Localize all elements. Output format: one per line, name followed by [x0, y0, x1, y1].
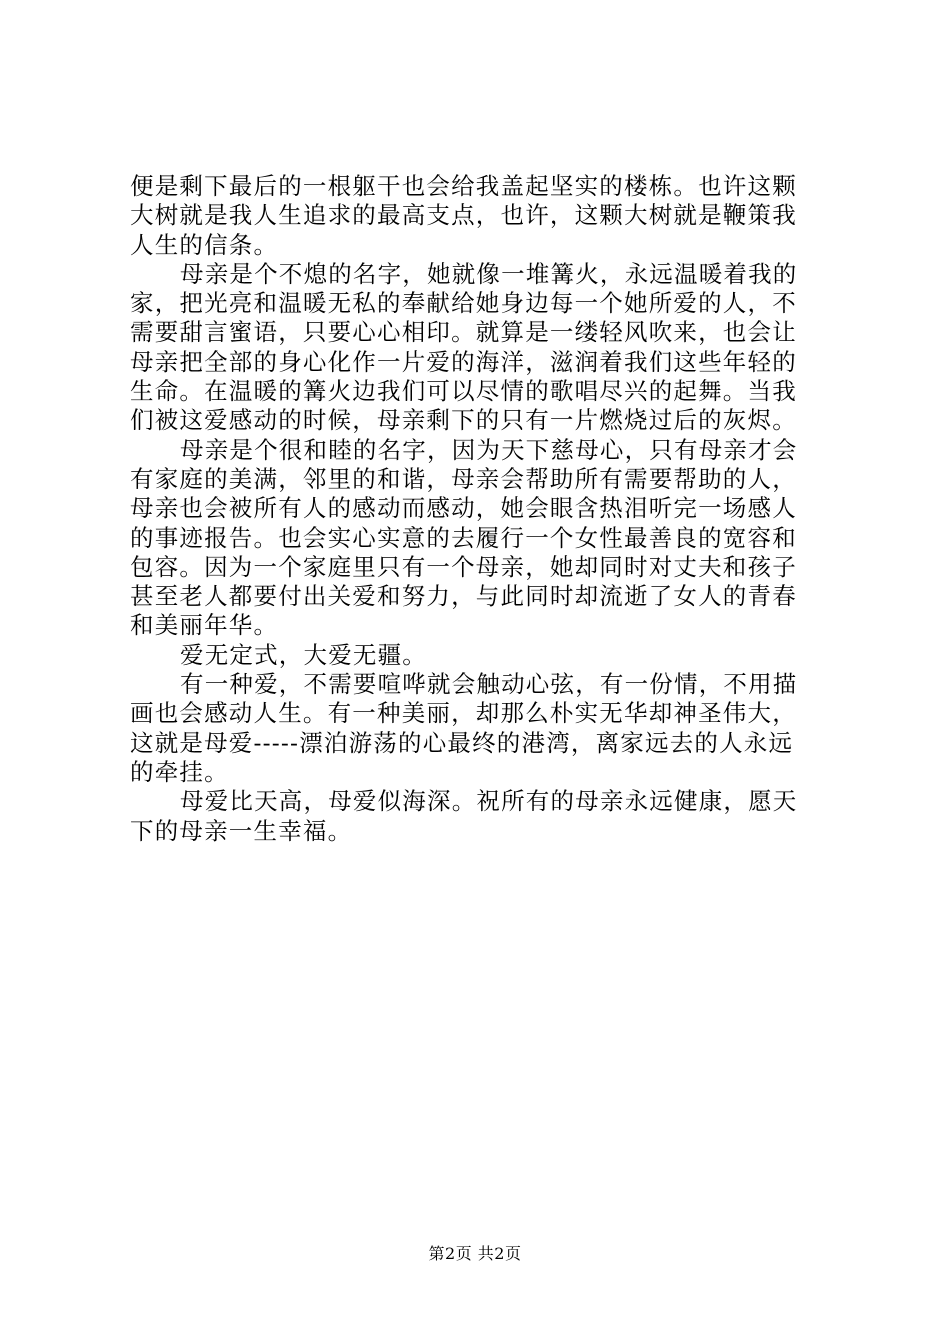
- text-line: 生命。在温暖的篝火边我们可以尽情的歌唱尽兴的起舞。当我: [130, 377, 797, 406]
- text-line: 需要甜言蜜语，只要心心相印。就算是一缕轻风吹来，也会让: [130, 318, 797, 347]
- document-body: [130, 172, 830, 846]
- paragraph-5: [130, 670, 830, 787]
- text-line: 画也会感动人生。有一种美丽，却那么朴实无华却神圣伟大，: [130, 699, 797, 728]
- text-line: 母亲把全部的身心化作一片爱的海洋，滋润着我们这些年轻的: [130, 347, 797, 376]
- text-line: 们被这爱感动的时候，母亲剩下的只有一片燃烧过后的灰烬。: [130, 406, 797, 435]
- text-line: 有家庭的美满，邻里的和谐，母亲会帮助所有需要帮助的人，: [130, 464, 797, 493]
- text-line: 家，把光亮和温暖无私的奉献给她身边每一个她所爱的人，不: [130, 289, 797, 318]
- text-line: 有一种爱，不需要喧哗就会触动心弦，有一份情，不用描: [180, 670, 798, 699]
- paragraph-2: [130, 260, 830, 436]
- text-line: 母亲是个不熄的名字，她就像一堆篝火，永远温暖着我的: [180, 259, 798, 288]
- text-line: 这就是母爱-----漂泊游荡的心最终的港湾，离家远去的人永远: [130, 728, 794, 757]
- text-line: 和美丽年华。: [130, 611, 279, 640]
- paragraph-3: [130, 436, 830, 641]
- text-line: 甚至老人都要付出关爱和努力，与此同时却流逝了女人的青春: [130, 582, 797, 611]
- text-line: 爱无定式，大爱无疆。: [180, 640, 427, 669]
- page-number-footer: 第2页 共2页: [428, 1244, 522, 1263]
- text-line: 人生的信条。: [130, 230, 279, 259]
- paragraph-4: [130, 641, 830, 670]
- text-line: 母爱比天高，母爱似海深。祝所有的母亲永远健康，愿天: [180, 787, 798, 816]
- text-line: 母亲也会被所有人的感动而感动，她会眼含热泪听完一场感人: [130, 494, 797, 523]
- text-line: 母亲是个很和睦的名字，因为天下慈母心，只有母亲才会: [180, 435, 798, 464]
- text-line: 下的母亲一生幸福。: [130, 816, 353, 845]
- text-line: 的牵挂。: [130, 757, 229, 786]
- text-line: 便是剩下最后的一根躯干也会给我盖起坚实的楼栋。也许这颗: [130, 172, 797, 200]
- text-line: 的事迹报告。也会实心实意的去履行一个女性最善良的宽容和: [130, 523, 797, 552]
- text-line: 包容。因为一个家庭里只有一个母亲，她却同时对丈夫和孩子: [130, 552, 797, 581]
- text-line: 大树就是我人生追求的最高支点，也许，这颗大树就是鞭策我: [130, 201, 797, 230]
- paragraph-6: [130, 787, 830, 846]
- paragraph-1: [130, 172, 830, 260]
